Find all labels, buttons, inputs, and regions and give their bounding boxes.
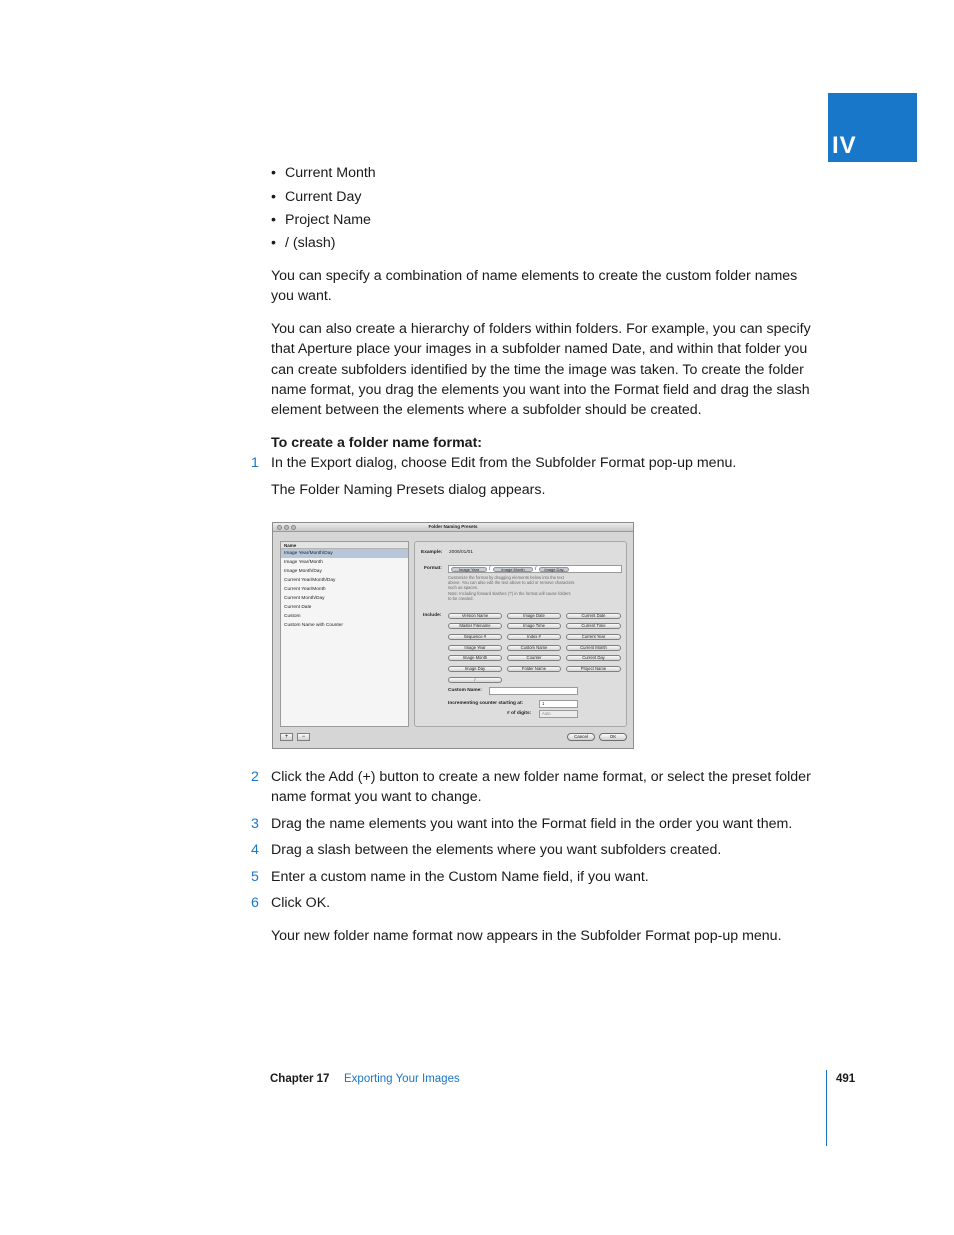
- step-text: Drag the name elements you want into the Format field in the order you want them.: [271, 816, 793, 832]
- counter-start-field[interactable]: 1: [539, 700, 578, 708]
- step-text: Drag a slash between the elements where you want subfolders created.: [271, 842, 722, 858]
- element-pill[interactable]: Image Year: [448, 645, 502, 651]
- dialog-title: Folder Naming Presets: [428, 524, 478, 529]
- presets-list: [280, 541, 409, 727]
- preset-item[interactable]: Image Year/Month/Day: [281, 549, 408, 558]
- element-pill[interactable]: Sequence #: [448, 634, 502, 640]
- counter-label: Incrementing counter starting at:: [448, 701, 524, 706]
- format-token[interactable]: Image Year: [451, 567, 487, 572]
- part-tab-label: IV: [832, 132, 857, 159]
- paragraph-custom-names: You can specify a combination of name elements to create the custom folder names you want.: [271, 268, 798, 305]
- preset-item[interactable]: Current Month/Day: [284, 596, 325, 601]
- element-pill[interactable]: Image Month: [448, 655, 502, 661]
- add-preset-button[interactable]: +: [280, 733, 293, 741]
- step-number: 2: [251, 769, 259, 785]
- step-text: Enter a custom name in the Custom Name field, if you want.: [271, 869, 649, 885]
- preset-item[interactable]: Current Date: [284, 605, 312, 610]
- digits-label: # of digits:: [507, 711, 532, 716]
- footer-divider: [826, 1070, 827, 1146]
- step-result: The Folder Naming Presets dialog appears.: [271, 482, 546, 498]
- paragraph-hierarchy: You can also create a hierarchy of folders within folders. For example, you can specify that Aperture place your images in a subfolder named Date, and within that folder you can create subfolders identified by the time the image was taken. To create the folder name format, you drag the elements you want into the Format field and drag the slash element between the elements where a subfolder should be created.: [271, 321, 811, 419]
- element-pill[interactable]: Current Month: [566, 645, 621, 651]
- closing-paragraph: Your new folder name format now appears in the Subfolder Format pop-up menu.: [271, 928, 782, 944]
- element-pill[interactable]: Counter: [507, 655, 561, 661]
- preset-item[interactable]: Custom: [284, 614, 301, 619]
- element-pill[interactable]: Image Time: [507, 623, 561, 629]
- format-slash: /: [489, 566, 491, 572]
- ok-button[interactable]: OK: [599, 733, 627, 741]
- part-tab: [828, 93, 917, 162]
- footer-chapter: Chapter 17: [270, 1073, 330, 1085]
- format-slash: /: [535, 566, 537, 572]
- example-label: Example:: [421, 550, 443, 555]
- step-text: In the Export dialog, choose Edit from the Subfolder Format pop-up menu.: [271, 455, 737, 471]
- step-number: 5: [251, 869, 259, 885]
- step-number: 1: [251, 455, 259, 471]
- remove-preset-button[interactable]: −: [297, 733, 310, 741]
- step-number: 6: [251, 895, 259, 911]
- example-value: 2006/01/01: [449, 550, 474, 555]
- dialog-titlebar: [273, 523, 633, 532]
- include-label: Include:: [423, 613, 442, 618]
- element-pill[interactable]: Custom Name: [507, 645, 561, 651]
- element-pill[interactable]: Current Time: [566, 623, 621, 629]
- slash-note: Note: Including forward slashes ('/') in the format will cause folders to be created.: [448, 591, 571, 601]
- custom-name-label: Custom Name:: [448, 688, 482, 693]
- element-pill[interactable]: Current Day: [566, 655, 621, 661]
- format-token[interactable]: Image Day: [539, 567, 569, 572]
- cancel-button[interactable]: Cancel: [567, 733, 595, 741]
- element-pill[interactable]: Current Date: [566, 613, 621, 619]
- element-pill[interactable]: Index #: [507, 634, 561, 640]
- element-pill[interactable]: Current Year: [566, 634, 621, 640]
- digits-popup[interactable]: Auto: [539, 710, 578, 718]
- format-help-note: Customize the format by dragging elements below into the text above. You can also edit the text above to add or remove characters such as spaces.: [448, 575, 575, 590]
- preset-item[interactable]: Custom Name with Counter: [284, 623, 343, 628]
- footer-chapter-title[interactable]: Exporting Your Images: [344, 1073, 460, 1085]
- preset-item[interactable]: Image Month/Day: [284, 569, 322, 574]
- step-text: Click the Add (+) button to create a new folder name format, or select the preset folder name format you want to change.: [271, 769, 811, 806]
- preset-item[interactable]: Current Year/Month: [284, 587, 326, 592]
- element-pill[interactable]: Master Filename: [448, 623, 502, 629]
- slash-element-pill[interactable]: /: [448, 677, 502, 683]
- preset-item[interactable]: Image Year/Month: [284, 560, 323, 565]
- preset-item[interactable]: Current Year/Month/Day: [284, 578, 336, 583]
- step-number: 3: [251, 816, 259, 832]
- element-pill[interactable]: Project Name: [566, 666, 621, 672]
- element-pill[interactable]: Image Day: [448, 666, 502, 672]
- task-heading: To create a folder name format:: [271, 435, 483, 451]
- element-pill[interactable]: Version Name: [448, 613, 502, 619]
- format-token[interactable]: Image Month: [493, 567, 533, 572]
- element-pill[interactable]: Image Date: [507, 613, 561, 619]
- step-text: Click OK.: [271, 895, 331, 911]
- list-header: Name: [281, 542, 408, 549]
- step-number: 4: [251, 842, 259, 858]
- folder-naming-presets-dialog: [272, 522, 634, 749]
- format-editor-panel: [414, 541, 627, 727]
- page-number: 491: [836, 1073, 856, 1085]
- format-field[interactable]: [448, 565, 622, 573]
- element-pill[interactable]: Folder Name: [507, 666, 561, 672]
- custom-name-field[interactable]: [489, 687, 578, 695]
- format-label: Format:: [424, 566, 442, 571]
